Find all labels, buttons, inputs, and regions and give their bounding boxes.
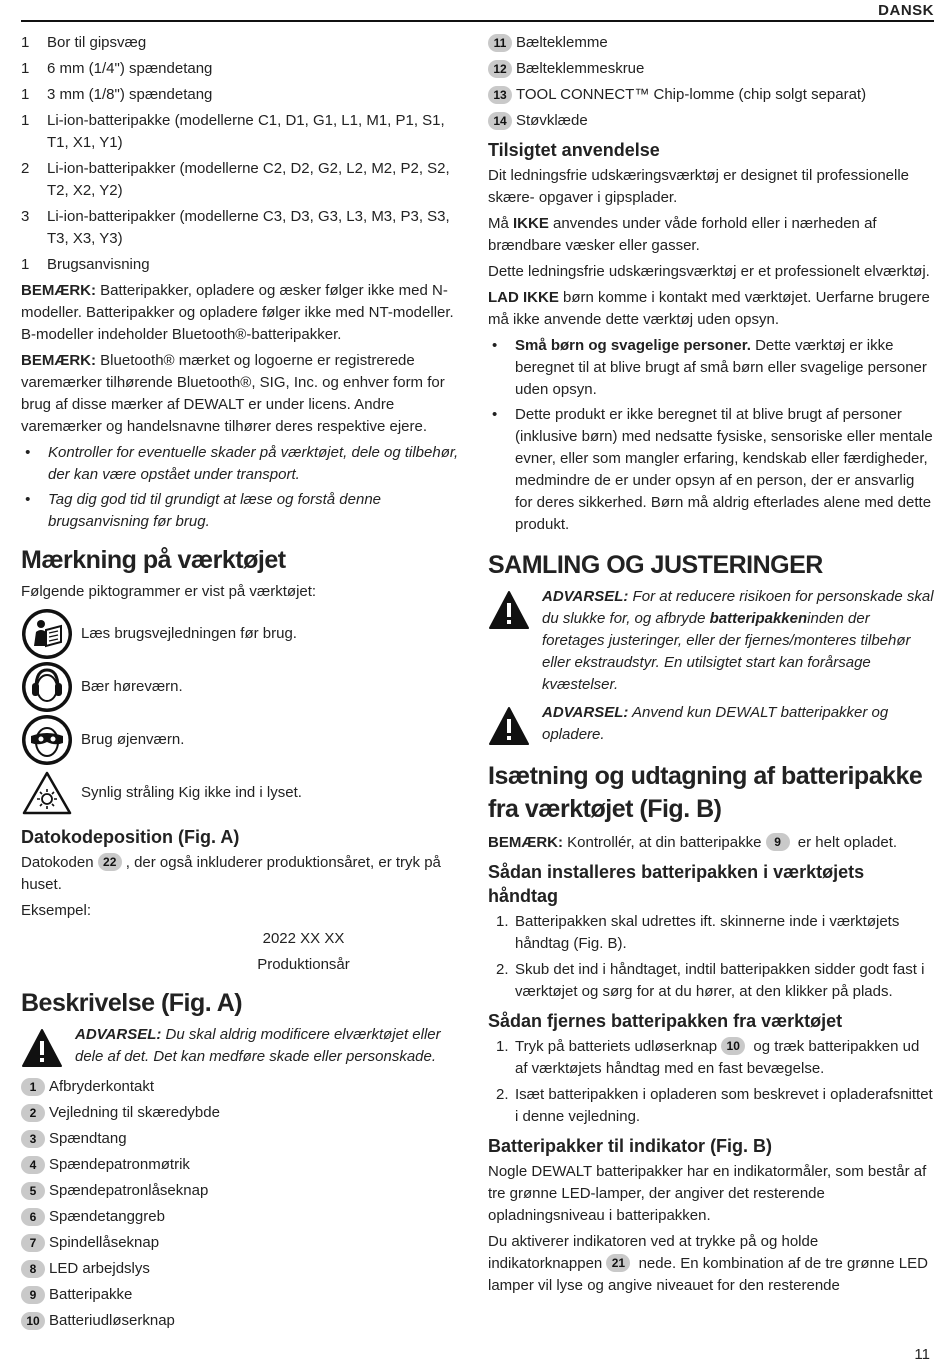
part-label: Vejledning til skæredybde <box>49 1104 220 1121</box>
contents-qty: 1 <box>21 60 30 77</box>
pictogram-row <box>21 766 466 819</box>
battery-heading: Isætning og udtagning af batteripakke fra værktøjet (Fig. B) <box>488 762 923 823</box>
part-item <box>488 32 934 54</box>
text-span: LAD IKKE <box>488 289 559 306</box>
description-heading: Beskrivelse (Fig. A) <box>21 989 243 1017</box>
pictogram-row <box>21 607 466 660</box>
parts-list <box>488 32 934 132</box>
part-label: Støvklæde <box>516 112 588 129</box>
contents-text: 6 mm (1/4") spændetang <box>47 60 213 77</box>
part-item <box>488 110 934 132</box>
text-span: Må <box>488 215 514 232</box>
part-label: Spindellåseknap <box>49 1234 160 1251</box>
step-number: 2. <box>496 1086 509 1103</box>
note-trademarks <box>21 350 466 438</box>
text-span: Du skal aldrig modificere elværktøjet eller dele af det. Det kan medføre skade eller personskade. <box>75 1026 441 1065</box>
part-number-badge: 13 <box>488 86 512 104</box>
contents-text: Li-ion-batteripakker (modellerne C2, D2, G2, L2, M2, P2, S2, T2, X2, Y2) <box>47 160 450 199</box>
step-text: Isæt batteripakken i opladeren som beskrevet i opladerafsnittet i denne vejledning. <box>515 1086 933 1125</box>
warning-label: ADVARSEL: <box>542 704 629 721</box>
pictogram-label: Brug øjenværn. <box>81 730 185 748</box>
eye-protection-icon <box>21 714 73 766</box>
contents-text: Li-ion-batteripakker (modellerne C3, D3, G3, L3, M3, P3, S3, T3, X3, Y3) <box>47 208 450 247</box>
text-span: nede. En kombination af de tre grønne LED lamper vil lyse og angive niveauet for den resterende <box>488 1255 928 1294</box>
part-number-badge: 8 <box>21 1260 45 1278</box>
warning-triangle-icon <box>488 706 530 748</box>
step-text: og træk batteripakken ud af værktøjets håndtag med en fast bevægelse. <box>515 1038 920 1077</box>
step-number: 1. <box>496 1038 509 1055</box>
contents-item <box>21 254 466 276</box>
note-bluetooth-models <box>21 280 466 346</box>
note-label: BEMÆRK: <box>21 282 96 299</box>
contents-item <box>21 84 466 106</box>
part-label: Batteriudløserknap <box>49 1312 175 1329</box>
marking-intro: Følgende piktogrammer er vist på værktøjet: <box>21 583 317 600</box>
datecode-heading: Datokodeposition (Fig. A) <box>21 827 240 847</box>
text-span: Datokoden <box>21 854 98 871</box>
ref-badge: 21 <box>606 1254 630 1272</box>
step-number: 1. <box>496 913 509 930</box>
warning-triangle-icon <box>488 590 530 632</box>
part-label: Bælteklemmeskrue <box>516 60 645 77</box>
contents-qty: 2 <box>21 160 30 177</box>
part-number-badge: 12 <box>488 60 512 78</box>
bullet-item: • Tag dig god tid til grundigt at læse og forstå denne brugsanvisning før brug. <box>21 489 466 533</box>
part-number-badge: 14 <box>488 112 512 130</box>
bullet-item <box>488 335 934 401</box>
part-label: Spændepatronlåseknap <box>49 1182 209 1199</box>
marking-heading: Mærkning på værktøjet <box>21 546 286 574</box>
hearing-protection-icon <box>21 661 73 713</box>
step-text: Skub det ind i håndtaget, indtil batteripakken sidder godt fast i værktøjet og sørg for at du hører, at den klikker på plads. <box>515 961 925 1000</box>
part-label: Batteripakke <box>49 1286 133 1303</box>
text-span: IKKE <box>513 215 549 232</box>
install-heading: Sådan installeres batteripakken i værktøjets håndtag <box>488 862 865 906</box>
part-number-badge: 9 <box>21 1286 45 1304</box>
part-item <box>21 1102 466 1124</box>
warning-block <box>21 1024 466 1070</box>
indicator-paragraph: Nogle DEWALT batteripakker har en indikatormåler, som består af tre grønne LED-lamper, der angiver det resterende opladningsniveau i batteripakken. <box>488 1163 927 1224</box>
assembly-heading: SAMLING OG JUSTERINGER <box>488 551 823 579</box>
part-label: Bælteklemme <box>516 34 608 51</box>
text-span: Du aktiverer indikatoren ved at trykke på og holde indikatorknappen <box>488 1233 819 1272</box>
part-number-badge: 3 <box>21 1130 45 1148</box>
contents-qty: 1 <box>21 256 30 273</box>
part-label: Spændepatronmøtrik <box>49 1156 190 1173</box>
step-item <box>488 959 934 1003</box>
parts-list <box>21 1076 466 1332</box>
part-number-badge: 10 <box>21 1312 45 1330</box>
note-text: Bluetooth® mærket og logoerne er registrerede varemærker tilhørende Bluetooth®, SIG, Inc. og enhver form for brug af disse mærker af DEWALT er under licens. Andre varemærker og handelsnavne tilhører deres respektive ejere. <box>21 352 445 435</box>
indicator-paragraph <box>488 1231 934 1297</box>
battery-note <box>488 832 934 854</box>
text-span: For at reducere risikoen for personskade skal du slukke for, og afbryde <box>542 588 934 627</box>
example-caption: Produktionsår <box>257 956 350 973</box>
part-item <box>21 1284 466 1306</box>
contents-item <box>21 158 466 202</box>
part-number-badge: 4 <box>21 1156 45 1174</box>
left-column <box>21 32 466 1336</box>
example-label: Eksempel: <box>21 902 92 919</box>
contents-qty: 1 <box>21 34 30 51</box>
part-label: Afbryderkontakt <box>49 1078 155 1095</box>
note-label: BEMÆRK: <box>488 834 563 851</box>
safety-bullets <box>488 335 934 536</box>
part-item <box>21 1258 466 1280</box>
part-number-badge: 6 <box>21 1208 45 1226</box>
part-item <box>21 1180 466 1202</box>
part-item <box>21 1128 466 1150</box>
step-text: Batteripakken skal udrettes ift. skinnerne inde i værktøjets håndtag (Fig. B). <box>515 913 900 952</box>
text-span: anvendes under våde forhold eller i nærheden af brændbare væsker eller gasser. <box>488 215 877 254</box>
ref-badge: 9 <box>766 833 790 851</box>
intended-paragraph: Dette ledningsfrie udskæringsværktøj er et professionelt elværktøj. <box>488 263 930 280</box>
step-item <box>488 911 934 955</box>
text-span: Små børn og svagelige personer. <box>515 337 751 354</box>
part-item <box>488 58 934 80</box>
contents-item <box>21 58 466 80</box>
part-label: TOOL CONNECT™ Chip-lomme (chip solgt separat) <box>516 86 867 103</box>
part-item <box>21 1206 466 1228</box>
install-steps <box>488 911 934 1003</box>
warning-text <box>542 586 934 696</box>
right-column <box>488 32 934 1301</box>
step-item <box>488 1084 934 1128</box>
transport-bullets <box>21 442 466 533</box>
text-span: , der også inkluderer produktionsåret, er tryk på huset. <box>21 854 441 893</box>
warning-text <box>75 1024 466 1070</box>
pictogram-row <box>21 713 466 766</box>
example-value: 2022 XX XX <box>262 930 345 947</box>
text-span: Anvend kun DEWALT batteripakker og opladere. <box>542 704 889 743</box>
part-item <box>488 84 934 106</box>
remove-heading: Sådan fjernes batteripakken fra værktøjet <box>488 1011 843 1031</box>
part-item <box>21 1232 466 1254</box>
ref-badge: 10 <box>721 1037 745 1055</box>
language-label: DANSK <box>878 2 934 19</box>
page-number: 11 <box>914 1346 930 1363</box>
part-label: Spændetanggreb <box>49 1208 165 1225</box>
text-span: Kontrollér, at din batteripakke <box>563 834 766 851</box>
contents-qty: 1 <box>21 112 30 129</box>
part-number-badge: 11 <box>488 34 512 52</box>
warning-block <box>488 702 934 748</box>
text-span: Dette værktøj er ikke beregnet til at blive brugt af små børn eller svagelige personer uden opsyn. <box>515 337 927 398</box>
remove-steps <box>488 1036 934 1128</box>
part-label: Spændtang <box>49 1130 127 1147</box>
read-manual-icon <box>21 608 73 660</box>
datecode-text <box>21 852 466 896</box>
pictogram-label: Synlig stråling Kig ikke ind i lyset. <box>81 783 302 801</box>
bullet-item: • Dette produkt er ikke beregnet til at blive brugt af personer (inklusive børn) med nedsatte fysiske, sensoriske eller mentale evner, eller som mangler erfaring, kendskab eller færdigheder, medmindre de er under opsyn af en person, der er ansvarlig for deres sikkerhed. Børn må aldrig efterlades alene med dette produkt. <box>488 404 934 536</box>
text-span: batteripakken <box>709 610 808 627</box>
pictogram-label: Bær høreværn. <box>81 677 183 695</box>
text-span: børn komme i kontakt med værktøjet. Uerfarne brugere må ikke anvende dette værktøj uden opsyn. <box>488 289 930 328</box>
contents-item <box>21 206 466 250</box>
contents-text: Brugsanvisning <box>47 256 150 273</box>
part-number-badge: 7 <box>21 1234 45 1252</box>
indicator-heading: Batteripakker til indikator (Fig. B) <box>488 1136 773 1156</box>
part-item <box>21 1076 466 1098</box>
contents-text: 3 mm (1/8") spændetang <box>47 86 213 103</box>
warning-text <box>542 702 934 748</box>
part-label: LED arbejdslys <box>49 1260 150 1277</box>
intended-paragraph: Dit ledningsfrie udskæringsværktøj er designet til professionelle skære- opgaver i gipsplader. <box>488 167 910 206</box>
part-number-badge: 5 <box>21 1182 45 1200</box>
text-span: er helt opladet. <box>793 834 898 851</box>
step-number: 2. <box>496 961 509 978</box>
warning-triangle-icon <box>21 1028 63 1070</box>
step-item <box>488 1036 934 1080</box>
note-label: BEMÆRK: <box>21 352 96 369</box>
pictogram-label: Læs brugsvejledningen før brug. <box>81 624 297 642</box>
header-rule <box>21 20 934 22</box>
contents-item <box>21 32 466 54</box>
contents-list <box>21 32 466 276</box>
warning-block <box>488 586 934 696</box>
contents-text: Li-ion-batteripakke (modellerne C1, D1, G1, L1, M1, P1, S1, T1, X1, Y1) <box>47 112 445 151</box>
part-item <box>21 1310 466 1332</box>
bullet-item: • Kontroller for eventuelle skader på værktøjet, dele og tilbehør, der kan være opstået under transport. <box>21 442 466 486</box>
intended-use-heading: Tilsigtet anvendelse <box>488 140 660 160</box>
radiation-warning-icon <box>21 767 73 819</box>
text-span: inden der foretages justeringer, eller der fjernes/monteres tilbehør eller ekstraudstyr. En utilsigtet start kan forårsage kvæstelser. <box>542 610 911 693</box>
step-text: Tryk på batteriets udløserknap <box>515 1038 722 1055</box>
note-text: Batteripakker, opladere og æsker følger ikke med N-modeller. Batteripakker og opladere følger ikke med NT-modeller. B-modeller indeholder Bluetooth®-batteripakker. <box>21 282 454 343</box>
warning-label: ADVARSEL: <box>75 1026 162 1043</box>
pictogram-row <box>21 660 466 713</box>
part-number-badge: 2 <box>21 1104 45 1122</box>
example-block <box>141 928 466 976</box>
part-item <box>21 1154 466 1176</box>
part-number-badge: 1 <box>21 1078 45 1096</box>
contents-text: Bor til gipsvæg <box>47 34 147 51</box>
warning-label: ADVARSEL: <box>542 588 629 605</box>
contents-qty: 1 <box>21 86 30 103</box>
intended-paragraph <box>488 213 934 257</box>
contents-qty: 3 <box>21 208 30 225</box>
contents-item <box>21 110 466 154</box>
ref-badge: 22 <box>98 853 122 871</box>
intended-paragraph <box>488 287 934 331</box>
